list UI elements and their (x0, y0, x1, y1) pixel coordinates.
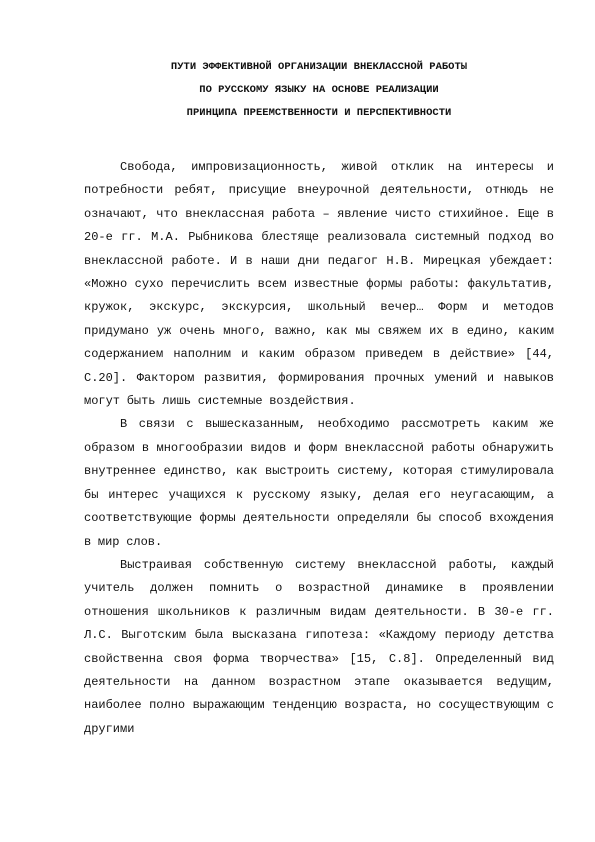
paragraph-2: В связи с вышесказанным, необходимо рассмотреть каким же образом в многообразии видов и форм внеклассной работы обнаружить внутреннее единство, как выстроить систему, которая стимулировала бы интерес учащихся к русскому языку, делая его неугасающим, а соответствующие формы деятельности определяли бы способ вхождения в мир слов. (84, 417, 554, 549)
document-title (84, 56, 554, 125)
title-line-2: ПО РУССКОМУ ЯЗЫКУ НА ОСНОВЕ РЕАЛИЗАЦИИ (199, 84, 439, 96)
paragraph-3: Выстраивая собственную систему внеклассной работы, каждый учитель должен помнить о возрастной динамике в проявлении отношения школьников к различным видам деятельности. В 30-е гг. Л.С. Выготским была высказана гипотеза: «Каждому периоду детства свойственна своя форма творчества» [15, С.8]. Определенный вид деятельности на данном возрастном этапе оказывается ведущим, наиболее полно выражающим тенденцию возраста, но сосуществующим с другими (84, 557, 554, 736)
title-line-1: ПУТИ ЭФФЕКТИВНОЙ ОРГАНИЗАЦИИ ВНЕКЛАССНОЙ РАБОТЫ (170, 61, 468, 73)
paragraph-1: Свобода, импровизационность, живой отклик на интересы и потребности ребят, присущие внеурочной деятельности, отнюдь не означают, что внеклассная работа – явление чисто стихийное. Еще в 20-е гг. М.А. Рыбникова блестяще реализовала системный подход во внеклассной работе. И в наши дни педагог Н.В. Мирецкая убеждает: «Можно сухо перечислить всем известные формы работы: факультатив, кружок, экскурс, экскурсия, школьный вечер… Форм и методов придумано уж очень много, важно, как мы свяжем их в едино, каким содержанием наполним и каким образом приведем в действие» [44, С.20]. Фактором развития, формирования прочных умений и навыков могут быть лишь системные воздействия. (84, 160, 554, 409)
title-line-3: ПРИНЦИПА ПРЕЕМСТВЕННОСТИ И ПЕРСПЕКТИВНОСТИ (186, 107, 452, 119)
